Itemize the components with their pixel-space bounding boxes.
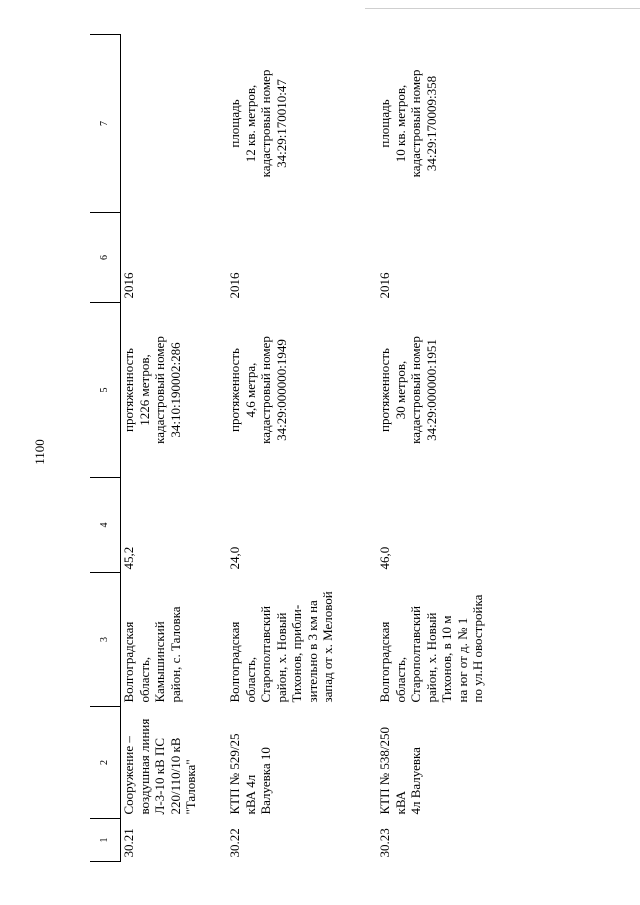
object-description (121, 303, 224, 478)
table-row (373, 35, 486, 862)
column-header: 5 (90, 303, 121, 478)
object-address-text: Волгоградская область, Старополтавский район, х. Новый Тихонов, в 10 м на юг от д. № 1 по ул.Н овостройка (377, 594, 485, 703)
object-name-text: КТП № 538/250 кВА 4л Валуевка (377, 726, 423, 815)
object-value: 45,2 (121, 546, 136, 570)
column-header: 6 (90, 213, 121, 303)
property-table (90, 34, 486, 862)
object-description (223, 303, 373, 478)
page-number: 1100 (32, 439, 47, 465)
object-address-text: Волгоградская область, Камышинский район, с. Таловка (121, 606, 183, 703)
object-value: 24,0 (227, 546, 242, 570)
object-description-text: протяженность 1226 метров, кадастровый номер 34:10:190002:286 (121, 336, 183, 444)
object-note-text: площадь 12 кв. метров, кадастровый номер 34:29:170010:47 (227, 69, 289, 178)
object-description-text: протяженность 30 метров, кадастровый номер 34:29:000000:1951 (377, 336, 439, 444)
column-header: 7 (90, 35, 121, 213)
object-note (121, 35, 224, 213)
object-note (223, 35, 373, 213)
object-name-text: Сооружение – воздушная линия Л-3-10 кВ ПС 220/110/10 кВ "Таловка" (121, 718, 198, 815)
object-year: 2016 (377, 272, 392, 299)
object-address-text: Волгоградская область, Старополтавский район, х. Новый Тихонов, прибли- зительно в 3 км на запад от х. Меловой (227, 591, 335, 703)
object-name-text: КТП № 529/25 кВА 4л Валуевка 10 (227, 733, 273, 815)
object-note (373, 35, 486, 213)
header-row (90, 35, 121, 862)
object-note-text: площадь 10 кв. метров, кадастровый номер 34:29:170009:358 (377, 69, 439, 178)
column-header: 3 (90, 573, 121, 707)
row-number: 30.22 (227, 828, 242, 858)
table-row (223, 35, 373, 862)
object-name (223, 707, 373, 819)
column-header: 1 (90, 819, 121, 862)
object-year: 2016 (227, 272, 242, 299)
row-number: 30.23 (377, 828, 392, 858)
object-description-text: протяженность 4,6 метра, кадастровый номер 34:29:000000:1949 (227, 336, 289, 444)
object-address (223, 573, 373, 707)
column-header: 2 (90, 707, 121, 819)
row-number: 30.21 (121, 828, 136, 858)
object-description (373, 303, 486, 478)
object-address (121, 573, 224, 707)
object-value: 46,0 (377, 546, 392, 570)
object-name (373, 707, 486, 819)
table-row (121, 35, 224, 862)
object-name (121, 707, 224, 819)
column-header: 4 (90, 478, 121, 573)
object-year: 2016 (121, 272, 136, 299)
object-address (373, 573, 486, 707)
